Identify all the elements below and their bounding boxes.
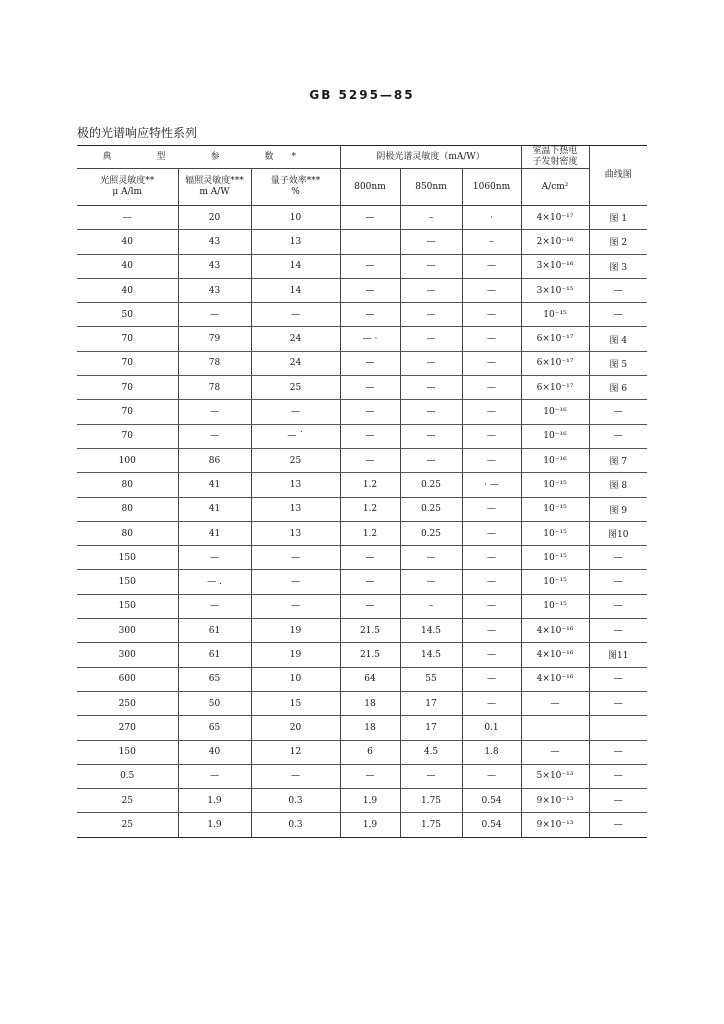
luminous-sensitivity-cell: 270: [77, 716, 178, 740]
sensitivity-850nm-cell: —: [400, 424, 462, 448]
sensitivity-1060nm-cell: –: [462, 230, 521, 254]
curve-ref-cell: 图10: [589, 521, 647, 545]
curve-ref-cell: 图 8: [589, 473, 647, 497]
dark-emission-density-cell: 9×10⁻¹³: [521, 789, 589, 813]
curve-ref-cell: 图 3: [589, 254, 647, 278]
quantum-efficiency-cell: 14: [251, 278, 340, 302]
table-row: [77, 521, 647, 545]
curve-ref-cell: —: [589, 303, 647, 327]
sensitivity-850nm-cell: 17: [400, 691, 462, 715]
quantum-efficiency-cell: 12: [251, 740, 340, 764]
luminous-sensitivity-cell: 70: [77, 424, 178, 448]
luminous-sensitivity-cell: 150: [77, 740, 178, 764]
dark-emission-density-cell: 6×10⁻¹⁷: [521, 351, 589, 375]
sensitivity-1060nm-cell: —: [462, 619, 521, 643]
table-row: [77, 740, 647, 764]
curve-ref-cell: —: [589, 424, 647, 448]
sensitivity-1060nm-cell: —: [462, 497, 521, 521]
table-row: [77, 278, 647, 302]
curve-ref-cell: 图 1: [589, 206, 647, 230]
curve-ref-cell: 图 7: [589, 448, 647, 472]
sensitivity-800nm-cell: —: [340, 400, 400, 424]
table-row: [77, 546, 647, 570]
radiant-sensitivity-cell: 50: [178, 691, 251, 715]
sensitivity-1060nm-cell: —: [462, 643, 521, 667]
table-caption: 极的光谱响应特性系列: [77, 126, 198, 140]
sensitivity-850nm-cell: 14.5: [400, 619, 462, 643]
sensitivity-850nm-cell: —: [400, 230, 462, 254]
dark-emission-header-line2: 子发射密度: [532, 157, 578, 167]
dark-emission-density-cell: 9×10⁻¹³: [521, 813, 589, 837]
curve-ref-cell: —: [589, 764, 647, 788]
curve-ref-cell: —: [589, 667, 647, 691]
dark-emission-density-cell: 10⁻¹⁶: [521, 448, 589, 472]
luminous-sensitivity-cell: 40: [77, 278, 178, 302]
luminous-sensitivity-cell: 40: [77, 254, 178, 278]
dark-emission-header: [521, 146, 589, 169]
sensitivity-1060nm-cell: —: [462, 278, 521, 302]
radiant-sensitivity-cell: 78: [178, 376, 251, 400]
table-row: [77, 400, 647, 424]
table-row: [77, 789, 647, 813]
sensitivity-850nm-cell: 4.5: [400, 740, 462, 764]
quantum-efficiency-cell: —: [251, 303, 340, 327]
sensitivity-850nm-cell: —: [400, 570, 462, 594]
sensitivity-800nm-cell: —: [340, 351, 400, 375]
table-row: [77, 376, 647, 400]
sensitivity-1060nm-cell: —: [462, 546, 521, 570]
dark-emission-density-cell: 4×10⁻¹⁶: [521, 643, 589, 667]
quantum-efficiency-header: [251, 169, 340, 206]
curve-ref-cell: —: [589, 400, 647, 424]
dark-emission-density-cell: [521, 716, 589, 740]
dark-emission-density-cell: 10⁻¹⁵: [521, 594, 589, 618]
dark-emission-density-cell: —: [521, 740, 589, 764]
sensitivity-800nm-cell: [340, 230, 400, 254]
quantum-efficiency-cell: 25: [251, 376, 340, 400]
table-row: [77, 764, 647, 788]
luminous-sensitivity-cell: 300: [77, 619, 178, 643]
radiant-sensitivity-unit: m A/W: [199, 187, 230, 197]
table-row: [77, 473, 647, 497]
sensitivity-1060nm-cell: —: [462, 303, 521, 327]
radiant-sensitivity-cell: —: [178, 594, 251, 618]
luminous-sensitivity-cell: —: [77, 206, 178, 230]
luminous-sensitivity-cell: 150: [77, 546, 178, 570]
dark-emission-density-cell: 10⁻¹⁶: [521, 424, 589, 448]
sensitivity-850nm-cell: –: [400, 594, 462, 618]
table-row: [77, 594, 647, 618]
luminous-sensitivity-header: [77, 169, 178, 206]
sensitivity-850nm-cell: —: [400, 351, 462, 375]
quantum-efficiency-cell: —: [251, 764, 340, 788]
sensitivity-850nm-cell: —: [400, 278, 462, 302]
dark-emission-density-cell: 4×10⁻¹⁶: [521, 619, 589, 643]
radiant-sensitivity-cell: 79: [178, 327, 251, 351]
table-row: [77, 327, 647, 351]
luminous-sensitivity-cell: 600: [77, 667, 178, 691]
sensitivity-1060nm-cell: —: [462, 667, 521, 691]
luminous-sensitivity-cell: 250: [77, 691, 178, 715]
sensitivity-800nm-cell: 1.9: [340, 813, 400, 837]
radiant-sensitivity-cell: 65: [178, 667, 251, 691]
sensitivity-1060nm-cell: 0.1: [462, 716, 521, 740]
quantum-efficiency-label: 量子效率***: [270, 176, 321, 186]
sensitivity-800nm-cell: —: [340, 303, 400, 327]
table-body: [77, 206, 647, 838]
dark-emission-density-cell: 6×10⁻¹⁷: [521, 376, 589, 400]
luminous-sensitivity-cell: 80: [77, 521, 178, 545]
radiant-sensitivity-cell: — .: [178, 570, 251, 594]
sensitivity-850nm-cell: —: [400, 327, 462, 351]
curve-ref-cell: 图 9: [589, 497, 647, 521]
dark-emission-density-cell: 10⁻¹⁵: [521, 497, 589, 521]
dark-emission-header-line1: 室温下热电: [532, 146, 578, 156]
curve-ref-cell: —: [589, 546, 647, 570]
table-row: [77, 230, 647, 254]
sensitivity-1060nm-cell: —: [462, 764, 521, 788]
sensitivity-800nm-cell: 18: [340, 716, 400, 740]
radiant-sensitivity-cell: —: [178, 400, 251, 424]
sensitivity-850nm-cell: 0.25: [400, 473, 462, 497]
quantum-efficiency-cell: 13: [251, 497, 340, 521]
sensitivity-1060nm-cell: 1.8: [462, 740, 521, 764]
curve-ref-cell: —: [589, 278, 647, 302]
radiant-sensitivity-cell: —: [178, 424, 251, 448]
radiant-sensitivity-cell: 61: [178, 643, 251, 667]
curve-ref-cell: 图11: [589, 643, 647, 667]
table-row: [77, 303, 647, 327]
sensitivity-800nm-cell: — ·: [340, 327, 400, 351]
sensitivity-850nm-cell: 14.5: [400, 643, 462, 667]
quantum-efficiency-cell: 25: [251, 448, 340, 472]
luminous-sensitivity-cell: 40: [77, 230, 178, 254]
quantum-efficiency-cell: — ˙: [251, 424, 340, 448]
spectral-response-table: [77, 145, 647, 838]
dark-emission-density-cell: 10⁻¹⁵: [521, 570, 589, 594]
sensitivity-1060nm-cell: —: [462, 351, 521, 375]
sensitivity-850nm-cell: —: [400, 376, 462, 400]
radiant-sensitivity-cell: —: [178, 546, 251, 570]
luminous-sensitivity-unit: μ A/lm: [112, 187, 143, 197]
luminous-sensitivity-cell: 50: [77, 303, 178, 327]
wavelength-1060-header: 1060nm: [462, 169, 521, 206]
curve-ref-cell: —: [589, 691, 647, 715]
dark-emission-density-cell: 2×10⁻¹⁶: [521, 230, 589, 254]
dark-emission-density-cell: 4×10⁻¹⁶: [521, 667, 589, 691]
sensitivity-800nm-cell: 21.5: [340, 619, 400, 643]
curve-ref-cell: —: [589, 789, 647, 813]
curve-ref-cell: 图 6: [589, 376, 647, 400]
sensitivity-800nm-cell: 21.5: [340, 643, 400, 667]
typical-parameters-header: 典 型 参 数*: [77, 146, 340, 169]
sensitivity-850nm-cell: —: [400, 400, 462, 424]
table-row: [77, 691, 647, 715]
quantum-efficiency-cell: 15: [251, 691, 340, 715]
radiant-sensitivity-cell: 65: [178, 716, 251, 740]
table-row: [77, 206, 647, 230]
quantum-efficiency-cell: 24: [251, 351, 340, 375]
luminous-sensitivity-cell: 70: [77, 376, 178, 400]
luminous-sensitivity-cell: 80: [77, 497, 178, 521]
quantum-efficiency-cell: 13: [251, 473, 340, 497]
radiant-sensitivity-cell: 43: [178, 278, 251, 302]
dark-emission-density-cell: 6×10⁻¹⁷: [521, 327, 589, 351]
table-row: [77, 813, 647, 837]
luminous-sensitivity-cell: 70: [77, 400, 178, 424]
radiant-sensitivity-header: [178, 169, 251, 206]
sensitivity-800nm-cell: —: [340, 278, 400, 302]
table-row: [77, 716, 647, 740]
sensitivity-800nm-cell: —: [340, 206, 400, 230]
quantum-efficiency-cell: —: [251, 594, 340, 618]
sensitivity-1060nm-cell: —: [462, 448, 521, 472]
quantum-efficiency-cell: 13: [251, 230, 340, 254]
sensitivity-800nm-cell: —: [340, 376, 400, 400]
wavelength-800-header: 800nm: [340, 169, 400, 206]
dark-emission-density-cell: 10⁻¹⁶: [521, 400, 589, 424]
standard-code: GB 5295—85: [309, 88, 415, 102]
luminous-sensitivity-cell: 25: [77, 789, 178, 813]
curve-ref-cell: —: [589, 813, 647, 837]
luminous-sensitivity-cell: 70: [77, 327, 178, 351]
sensitivity-1060nm-cell: ·: [462, 206, 521, 230]
sensitivity-850nm-cell: —: [400, 764, 462, 788]
radiant-sensitivity-cell: 41: [178, 473, 251, 497]
luminous-sensitivity-cell: 25: [77, 813, 178, 837]
sensitivity-1060nm-cell: 0.54: [462, 789, 521, 813]
sensitivity-800nm-cell: 1.2: [340, 521, 400, 545]
sensitivity-850nm-cell: 1.75: [400, 789, 462, 813]
luminous-sensitivity-cell: 80: [77, 473, 178, 497]
table-row: [77, 667, 647, 691]
luminous-sensitivity-cell: 150: [77, 594, 178, 618]
luminous-sensitivity-cell: 300: [77, 643, 178, 667]
dark-emission-density-cell: 10⁻¹⁵: [521, 303, 589, 327]
dark-emission-density-cell: 3×10⁻¹⁵: [521, 278, 589, 302]
radiant-sensitivity-cell: —: [178, 764, 251, 788]
cathode-sensitivity-header: 阴极光谱灵敏度（mA/W）: [340, 146, 521, 169]
sensitivity-800nm-cell: —: [340, 254, 400, 278]
sensitivity-1060nm-cell: —: [462, 400, 521, 424]
sensitivity-1060nm-cell: 0.54: [462, 813, 521, 837]
sensitivity-850nm-cell: 0.25: [400, 497, 462, 521]
sensitivity-800nm-cell: —: [340, 546, 400, 570]
curve-ref-cell: 图 5: [589, 351, 647, 375]
luminous-sensitivity-cell: 100: [77, 448, 178, 472]
radiant-sensitivity-cell: 43: [178, 254, 251, 278]
quantum-efficiency-cell: 24: [251, 327, 340, 351]
quantum-efficiency-cell: 0.3: [251, 813, 340, 837]
sensitivity-800nm-cell: 1.2: [340, 473, 400, 497]
dark-emission-density-cell: 10⁻¹⁵: [521, 521, 589, 545]
sensitivity-1060nm-cell: —: [462, 521, 521, 545]
luminous-sensitivity-label: 光照灵敏度**: [100, 176, 155, 186]
sensitivity-1060nm-cell: —: [462, 570, 521, 594]
sensitivity-850nm-cell: 17: [400, 716, 462, 740]
radiant-sensitivity-cell: 61: [178, 619, 251, 643]
radiant-sensitivity-cell: 86: [178, 448, 251, 472]
quantum-efficiency-cell: —: [251, 546, 340, 570]
radiant-sensitivity-cell: 41: [178, 497, 251, 521]
curve-ref-cell: —: [589, 570, 647, 594]
sensitivity-800nm-cell: —: [340, 424, 400, 448]
quantum-efficiency-cell: —: [251, 570, 340, 594]
radiant-sensitivity-cell: 78: [178, 351, 251, 375]
dark-emission-density-cell: 10⁻¹⁵: [521, 473, 589, 497]
radiant-sensitivity-cell: 20: [178, 206, 251, 230]
sensitivity-1060nm-cell: —: [462, 254, 521, 278]
sensitivity-800nm-cell: —: [340, 764, 400, 788]
sensitivity-800nm-cell: —: [340, 570, 400, 594]
sensitivity-1060nm-cell: —: [462, 376, 521, 400]
radiant-sensitivity-cell: 1.9: [178, 813, 251, 837]
sensitivity-800nm-cell: 6: [340, 740, 400, 764]
table-row: [77, 351, 647, 375]
quantum-efficiency-cell: 19: [251, 619, 340, 643]
sensitivity-1060nm-cell: · —: [462, 473, 521, 497]
sensitivity-850nm-cell: –: [400, 206, 462, 230]
table-row: [77, 643, 647, 667]
sensitivity-800nm-cell: —: [340, 594, 400, 618]
radiant-sensitivity-cell: 41: [178, 521, 251, 545]
sensitivity-1060nm-cell: —: [462, 327, 521, 351]
radiant-sensitivity-cell: 1.9: [178, 789, 251, 813]
table-row: [77, 448, 647, 472]
luminous-sensitivity-cell: 150: [77, 570, 178, 594]
curve-ref-cell: 图 4: [589, 327, 647, 351]
curve-ref-cell: [589, 716, 647, 740]
sensitivity-1060nm-cell: —: [462, 594, 521, 618]
sensitivity-850nm-cell: —: [400, 546, 462, 570]
quantum-efficiency-cell: 13: [251, 521, 340, 545]
sensitivity-850nm-cell: —: [400, 303, 462, 327]
radiant-sensitivity-cell: —: [178, 303, 251, 327]
quantum-efficiency-cell: 10: [251, 206, 340, 230]
sensitivity-850nm-cell: 55: [400, 667, 462, 691]
sensitivity-1060nm-cell: —: [462, 424, 521, 448]
quantum-efficiency-cell: 10: [251, 667, 340, 691]
sensitivity-800nm-cell: 18: [340, 691, 400, 715]
table-row: [77, 254, 647, 278]
dark-emission-density-cell: 10⁻¹⁵: [521, 546, 589, 570]
sensitivity-850nm-cell: —: [400, 254, 462, 278]
curve-ref-cell: 图 2: [589, 230, 647, 254]
dark-emission-density-cell: 5×10⁻¹³: [521, 764, 589, 788]
luminous-sensitivity-cell: 0.5: [77, 764, 178, 788]
sensitivity-1060nm-cell: —: [462, 691, 521, 715]
radiant-sensitivity-label: 辐照灵敏度***: [185, 176, 244, 186]
sensitivity-850nm-cell: —: [400, 448, 462, 472]
quantum-efficiency-cell: 20: [251, 716, 340, 740]
sensitivity-800nm-cell: 1.9: [340, 789, 400, 813]
curve-header: 曲线图: [589, 146, 647, 206]
quantum-efficiency-cell: 14: [251, 254, 340, 278]
curve-ref-cell: —: [589, 740, 647, 764]
sensitivity-850nm-cell: 1.75: [400, 813, 462, 837]
sensitivity-800nm-cell: 64: [340, 667, 400, 691]
table-row: [77, 570, 647, 594]
quantum-efficiency-cell: 0.3: [251, 789, 340, 813]
radiant-sensitivity-cell: 40: [178, 740, 251, 764]
dark-emission-density-cell: —: [521, 691, 589, 715]
sensitivity-850nm-cell: 0.25: [400, 521, 462, 545]
quantum-efficiency-cell: 19: [251, 643, 340, 667]
luminous-sensitivity-cell: 70: [77, 351, 178, 375]
curve-ref-cell: —: [589, 619, 647, 643]
dark-emission-unit: A/cm²: [521, 169, 589, 206]
wavelength-850-header: 850nm: [400, 169, 462, 206]
table-row: [77, 619, 647, 643]
dark-emission-density-cell: 3×10⁻¹⁶: [521, 254, 589, 278]
sensitivity-800nm-cell: —: [340, 448, 400, 472]
quantum-efficiency-unit: %: [291, 187, 300, 197]
curve-ref-cell: —: [589, 594, 647, 618]
quantum-efficiency-cell: —: [251, 400, 340, 424]
dark-emission-density-cell: 4×10⁻¹⁷: [521, 206, 589, 230]
sensitivity-800nm-cell: 1.2: [340, 497, 400, 521]
radiant-sensitivity-cell: 43: [178, 230, 251, 254]
table-row: [77, 424, 647, 448]
table-row: [77, 497, 647, 521]
